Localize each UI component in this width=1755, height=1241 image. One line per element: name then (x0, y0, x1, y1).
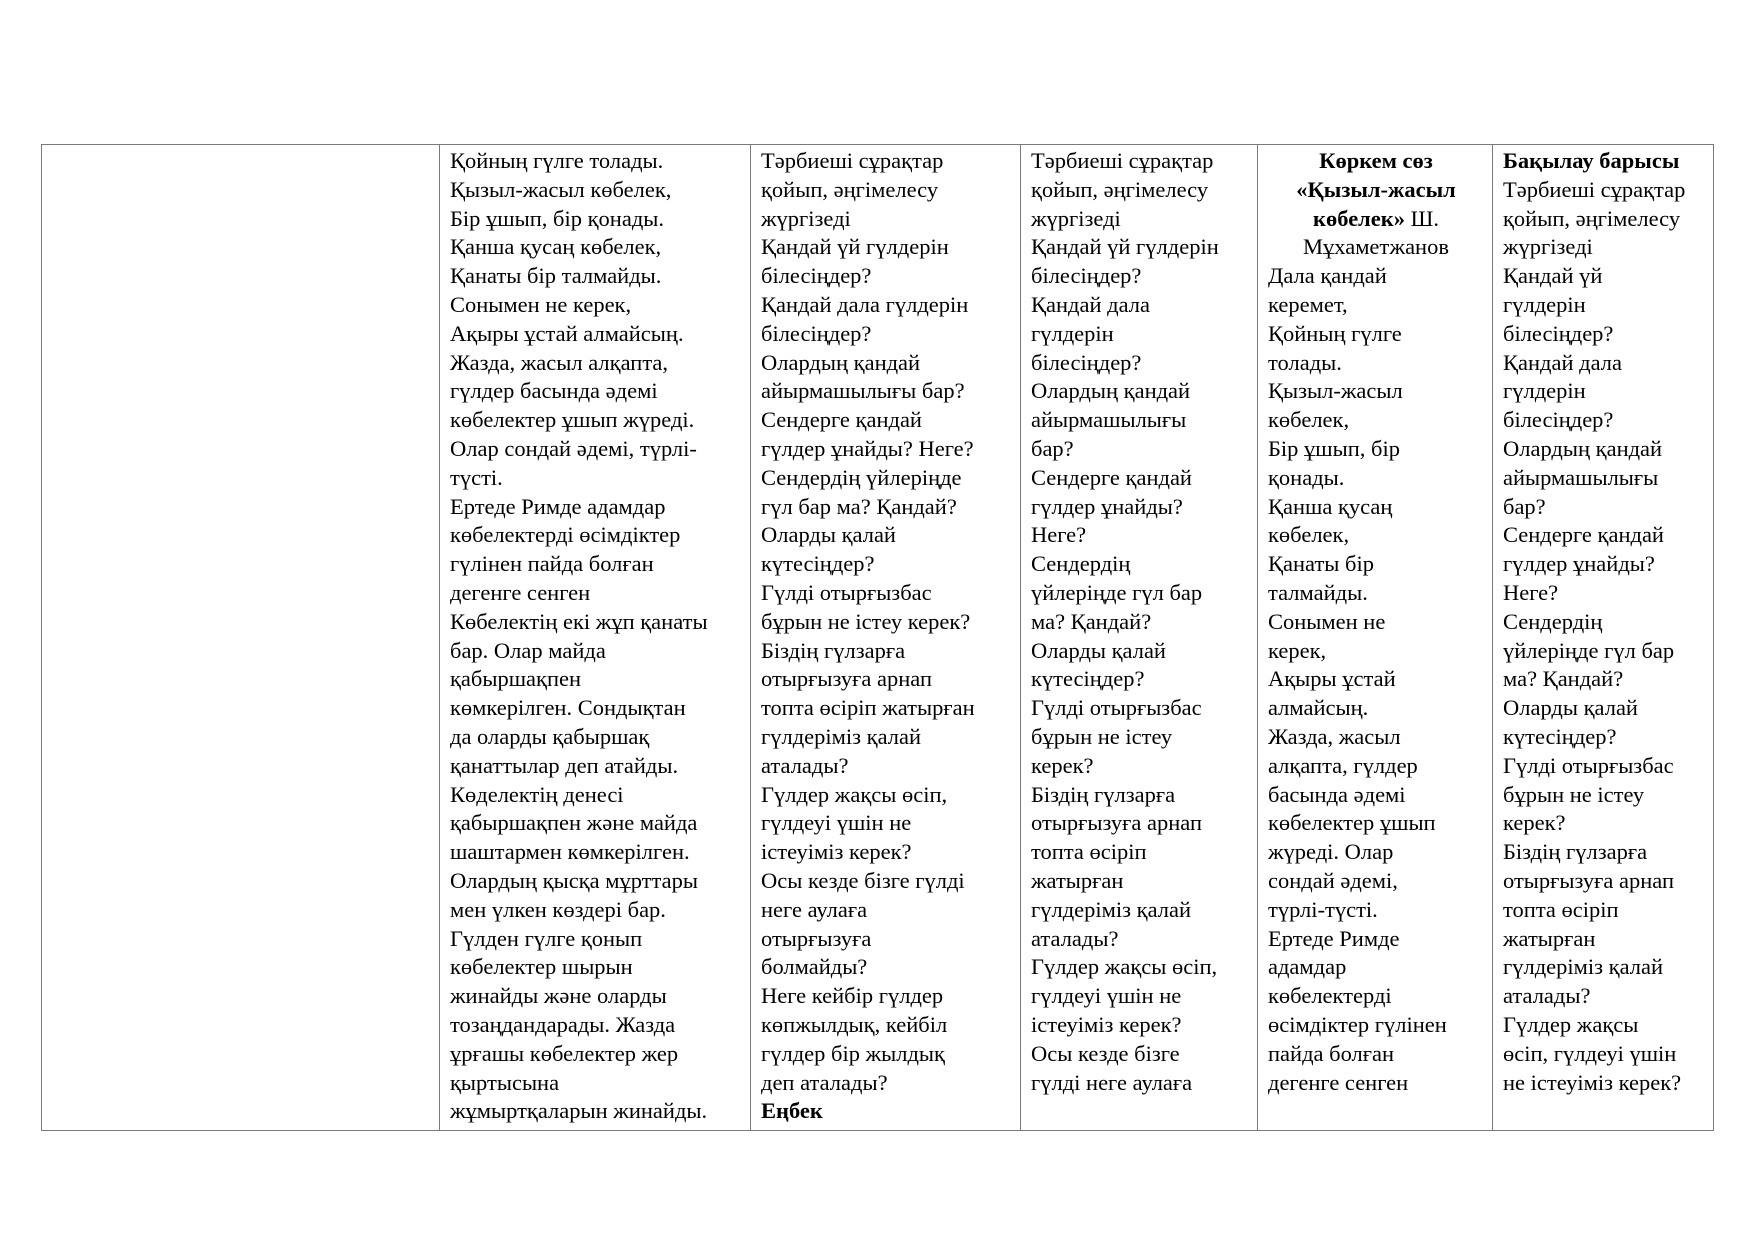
text-line: Гүлдер жақсы (1503, 1011, 1639, 1037)
text-line: адамдар (1268, 954, 1347, 980)
text-line: Гүлдер жақсы өсіп, (1031, 954, 1218, 980)
text-line: гүлінен пайда болған (450, 551, 654, 577)
table-row (42, 145, 1714, 1131)
text-line: Бір ұшып, бір (1268, 435, 1400, 461)
text-line: шаштармен көмкерілген. (450, 839, 690, 865)
text-line: Тәрбиеші сұрақтар (761, 148, 944, 173)
text-line: Тәрбиеші сұрақтар (1031, 148, 1214, 173)
text-line: жатырған (1031, 867, 1124, 893)
text-line: Қойның гүлге толады. (450, 148, 664, 173)
text-line: көпжылдық, кейбіл (761, 1011, 948, 1037)
text-line: гүлдерін (1503, 291, 1586, 317)
text-line: Біздің гүлзарға (761, 637, 906, 663)
text-line: гүлдеріміз қалай (1503, 954, 1664, 980)
text-line: Оларды қалай (1503, 695, 1638, 721)
text-line: керек? (1031, 752, 1094, 778)
text-line: көбелектерді өсімдіктер (450, 522, 681, 548)
text-line: көбелектер шырын (450, 954, 633, 980)
text-line: болмайды? (761, 954, 868, 980)
text-run: Ш. (1405, 205, 1439, 231)
text-line: да оларды қабыршақ (450, 723, 650, 749)
text-line: күтесіңдер? (1503, 723, 1617, 749)
text-line: үйлеріңде гүл бар (1031, 579, 1203, 605)
text-line: Сендерге қандай (761, 407, 922, 433)
text-line: тозаңдандарады. Жазда (450, 1011, 676, 1037)
text-line: гүлдерін (1503, 378, 1586, 404)
text-line: айырмашылығы (1031, 407, 1187, 433)
text-line: бұрын не істеу (1031, 723, 1173, 749)
text-line: топта өсіріп (1503, 896, 1619, 922)
text-line: бар? (1031, 435, 1074, 461)
text-line: Мұхаметжанов (1303, 234, 1449, 260)
text-line: Сендерге қандай (1503, 522, 1664, 548)
text-line: Біздің гүлзарға (1031, 781, 1176, 807)
text-line: Қандай үй гүлдерін (1031, 234, 1219, 260)
text-line: жатырған (1503, 925, 1596, 951)
text-line: аталады? (761, 752, 849, 778)
text-line: керек, (1268, 637, 1327, 663)
text-line: өсімдіктер гүлінен (1268, 1011, 1447, 1037)
text-line: Қандай үй (1503, 263, 1603, 289)
text-line: деп аталады? (761, 1069, 888, 1095)
text-line: керек? (1503, 810, 1566, 836)
text-line: Ертеде Римде (1268, 925, 1400, 951)
text-line: гүлдерін (1031, 320, 1114, 346)
text-line: отырғызуға (761, 925, 872, 951)
text-line: білесіңдер? (1503, 407, 1614, 433)
text-line: Сонымен не (1268, 608, 1386, 634)
text-line: Сендердің (1031, 551, 1131, 577)
text-line: пайда болған (1268, 1040, 1395, 1066)
text-line: қыртысына (450, 1069, 560, 1095)
text-line: көбелек, (1268, 522, 1350, 548)
text-line: гүлді неге аулаға (1031, 1069, 1193, 1095)
text-line: сондай әдемі, (1268, 867, 1398, 893)
text-line: алқапта, гүлдер (1268, 752, 1418, 778)
text-line: қойып, әңгімелесу (1503, 205, 1681, 231)
text-line: көбелектерді (1268, 983, 1392, 1009)
text-line: жүргізеді (761, 205, 851, 231)
text-line: неге аулаға (761, 896, 868, 922)
text-line: дегенге сенген (1268, 1069, 1409, 1095)
table-cell-teacher-questions-2 (1021, 145, 1258, 1131)
text-line: гүлдер ұнайды? (1031, 493, 1183, 519)
text-line: Олар сондай әдемі, түрлі- (450, 435, 697, 461)
text-line: білесіңдер? (1031, 263, 1142, 289)
text-line: гүлдеріміз қалай (761, 723, 922, 749)
text-line: жүргізеді (1503, 234, 1593, 260)
text-line: топта өсіріп (1031, 839, 1147, 865)
text-line: Осы кезде бізге (1031, 1040, 1180, 1066)
text-line: Неге? (1503, 579, 1559, 605)
text-line: жинайды және оларды (450, 983, 667, 1009)
text-line: Оларды қалай (1031, 637, 1166, 663)
text-line: Қойның гүлге (1268, 320, 1402, 346)
table-cell-empty (42, 145, 440, 1131)
text-line: гүлдеріміз қалай (1031, 896, 1192, 922)
text-line: Ақыры ұстай алмайсың. (450, 320, 684, 346)
text-line: гүлдер ұнайды? (1503, 551, 1655, 577)
text-line: Қанша қусаң көбелек, (450, 234, 662, 260)
text-line: бұрын не істеу (1503, 781, 1645, 807)
text-line: Қанаты бір (1268, 551, 1374, 577)
text-line: білесіңдер? (1503, 320, 1614, 346)
text-line: бұрын не істеу керек? (761, 608, 971, 634)
text-line: Қызыл-жасыл көбелек, (450, 176, 672, 202)
text-line: қабыршақпен (450, 666, 582, 692)
text-line: қанаттылар деп атайды. (450, 752, 679, 778)
text-line: Көделектің денесі (450, 781, 624, 807)
text-line: дегенге сенген (450, 579, 591, 605)
text-line: Гүлдер жақсы өсіп, (761, 781, 948, 807)
text-line: гүлдер бір жылдық (761, 1040, 945, 1066)
text-line: аталады? (1031, 925, 1119, 951)
text-line: түрлі-түсті. (1268, 896, 1378, 922)
text-line: Ертеде Римде адамдар (450, 493, 666, 519)
text-line: Сендердің (1503, 608, 1603, 634)
text-line: Жазда, жасыл (1268, 723, 1401, 749)
text-line: бар? (1503, 493, 1546, 519)
text-line: қойып, әңгімелесу (761, 176, 939, 202)
text-line: толады. (1268, 349, 1342, 375)
text-line: Гүлді отырғызбас (761, 579, 932, 605)
text-line: топта өсіріп жатырған (761, 695, 975, 721)
text-line: Еңбек (761, 1098, 823, 1124)
text-line: көмкерілген. Сондықтан (450, 695, 686, 721)
text-line: көбелектер ұшып жүреді. (450, 407, 695, 433)
text-line: талмайды. (1268, 579, 1368, 605)
text-line: Көбелектің екі жұп қанаты (450, 608, 708, 634)
text-line: Сонымен не керек, (450, 291, 632, 317)
text-line: ма? Қандай? (1031, 608, 1152, 634)
text-line: Неге? (1031, 522, 1087, 548)
text-line: «Қызыл-жасыл (1296, 176, 1456, 202)
text-line: үйлеріңде гүл бар (1503, 637, 1675, 663)
text-line: Гүлді отырғызбас (1503, 752, 1674, 778)
text-line: гүлдер ұнайды? Неге? (761, 435, 974, 461)
text-line: Қанаты бір талмайды. (450, 263, 662, 289)
text-line: өсіп, гүлдеуі үшін (1503, 1040, 1677, 1066)
table-cell-literary-word (1258, 145, 1493, 1131)
text-line: жүргізеді (1031, 205, 1121, 231)
text-line: Сендерге қандай (1031, 464, 1192, 490)
table-cell-observation (1493, 145, 1714, 1131)
text-line: ма? Қандай? (1503, 666, 1624, 692)
text-line: не істеуіміз керек? (1503, 1069, 1682, 1095)
text-line: білесіңдер? (1031, 349, 1142, 375)
text-line: Осы кезде бізге гүлді (761, 867, 965, 893)
text-line: отырғызуға арнап (1503, 867, 1675, 893)
text-line: білесіңдер? (761, 320, 872, 346)
text-line: істеуіміз керек? (761, 839, 912, 865)
text-line: жүреді. Олар (1268, 839, 1394, 865)
text-line: Олардың қандай (1031, 378, 1191, 404)
text-line: гүлдеуі үшін не (1031, 983, 1182, 1009)
text-line: күтесіңдер? (761, 551, 875, 577)
text-line: жұмыртқаларын жинайды. (450, 1098, 708, 1124)
text-line: көбелектер ұшып (1268, 810, 1436, 836)
text-line: Дала қандай (1268, 263, 1387, 289)
text-line: Қандай дала (1031, 291, 1150, 317)
text-line: Біздің гүлзарға (1503, 839, 1648, 865)
text-line: Неге кейбір гүлдер (761, 983, 944, 1009)
text-line: Бір ұшып, бір қонады. (450, 205, 665, 231)
text-line: бар. Олар майда (450, 637, 606, 663)
text-line: Қызыл-жасыл (1268, 378, 1403, 404)
text-line: Бақылау барысы (1503, 148, 1680, 173)
text-line: айырмашылығы (1503, 464, 1659, 490)
text-line: Олардың қысқа мұрттары (450, 867, 698, 893)
text-line: отырғызуға арнап (1031, 810, 1203, 836)
text-line: гүлдер басында әдемі (450, 378, 658, 404)
document-table (41, 144, 1714, 1131)
text-line: білесіңдер? (761, 263, 872, 289)
text-line: Гүлден гүлге қонып (450, 925, 643, 951)
text-line: істеуіміз керек? (1031, 1011, 1182, 1037)
text-line: керемет, (1268, 291, 1348, 317)
text-line: Қандай үй гүлдерін (761, 234, 949, 260)
text-line: алмайсың. (1268, 695, 1369, 721)
text-line: Қанша қусаң (1268, 493, 1393, 519)
text-line: гүл бар ма? Қандай? (761, 493, 957, 519)
text-line: басында әдемі (1268, 781, 1406, 807)
text-line: мен үлкен көздері бар. (450, 896, 666, 922)
text-line: Көркем сөз (1319, 148, 1433, 173)
text-line: түсті. (450, 464, 503, 490)
text-line: қойып, әңгімелесу (1031, 176, 1209, 202)
text-line (1268, 205, 1484, 234)
text-line: Сендердің үйлеріңде (761, 464, 962, 490)
table-cell-teacher-questions (751, 145, 1021, 1131)
text-line: аталады? (1503, 983, 1591, 1009)
text-line: ұрғашы көбелектер жер (450, 1040, 679, 1066)
table-cell-poem-text (440, 145, 751, 1131)
text-line: Оларды қалай (761, 522, 896, 548)
text-line: қонады. (1268, 464, 1345, 490)
text-line: көбелек, (1268, 407, 1350, 433)
text-line: Олардың қандай (761, 349, 921, 375)
text-line: Ақыры ұстай (1268, 666, 1396, 692)
text-line: Жазда, жасыл алқапта, (450, 349, 669, 375)
text-line: Олардың қандай (1503, 435, 1663, 461)
text-line: Қандай дала гүлдерін (761, 291, 969, 317)
text-run: көбелек» (1313, 205, 1406, 231)
text-line: айырмашылығы бар? (761, 378, 965, 404)
text-line: қабыршақпен және майда (450, 810, 698, 836)
text-line: гүлдеуі үшін не (761, 810, 912, 836)
text-line: отырғызуға арнап (761, 666, 933, 692)
text-line: Гүлді отырғызбас (1031, 695, 1202, 721)
text-line: Қандай дала (1503, 349, 1622, 375)
text-line: Тәрбиеші сұрақтар (1503, 176, 1686, 202)
text-line: күтесіңдер? (1031, 666, 1145, 692)
